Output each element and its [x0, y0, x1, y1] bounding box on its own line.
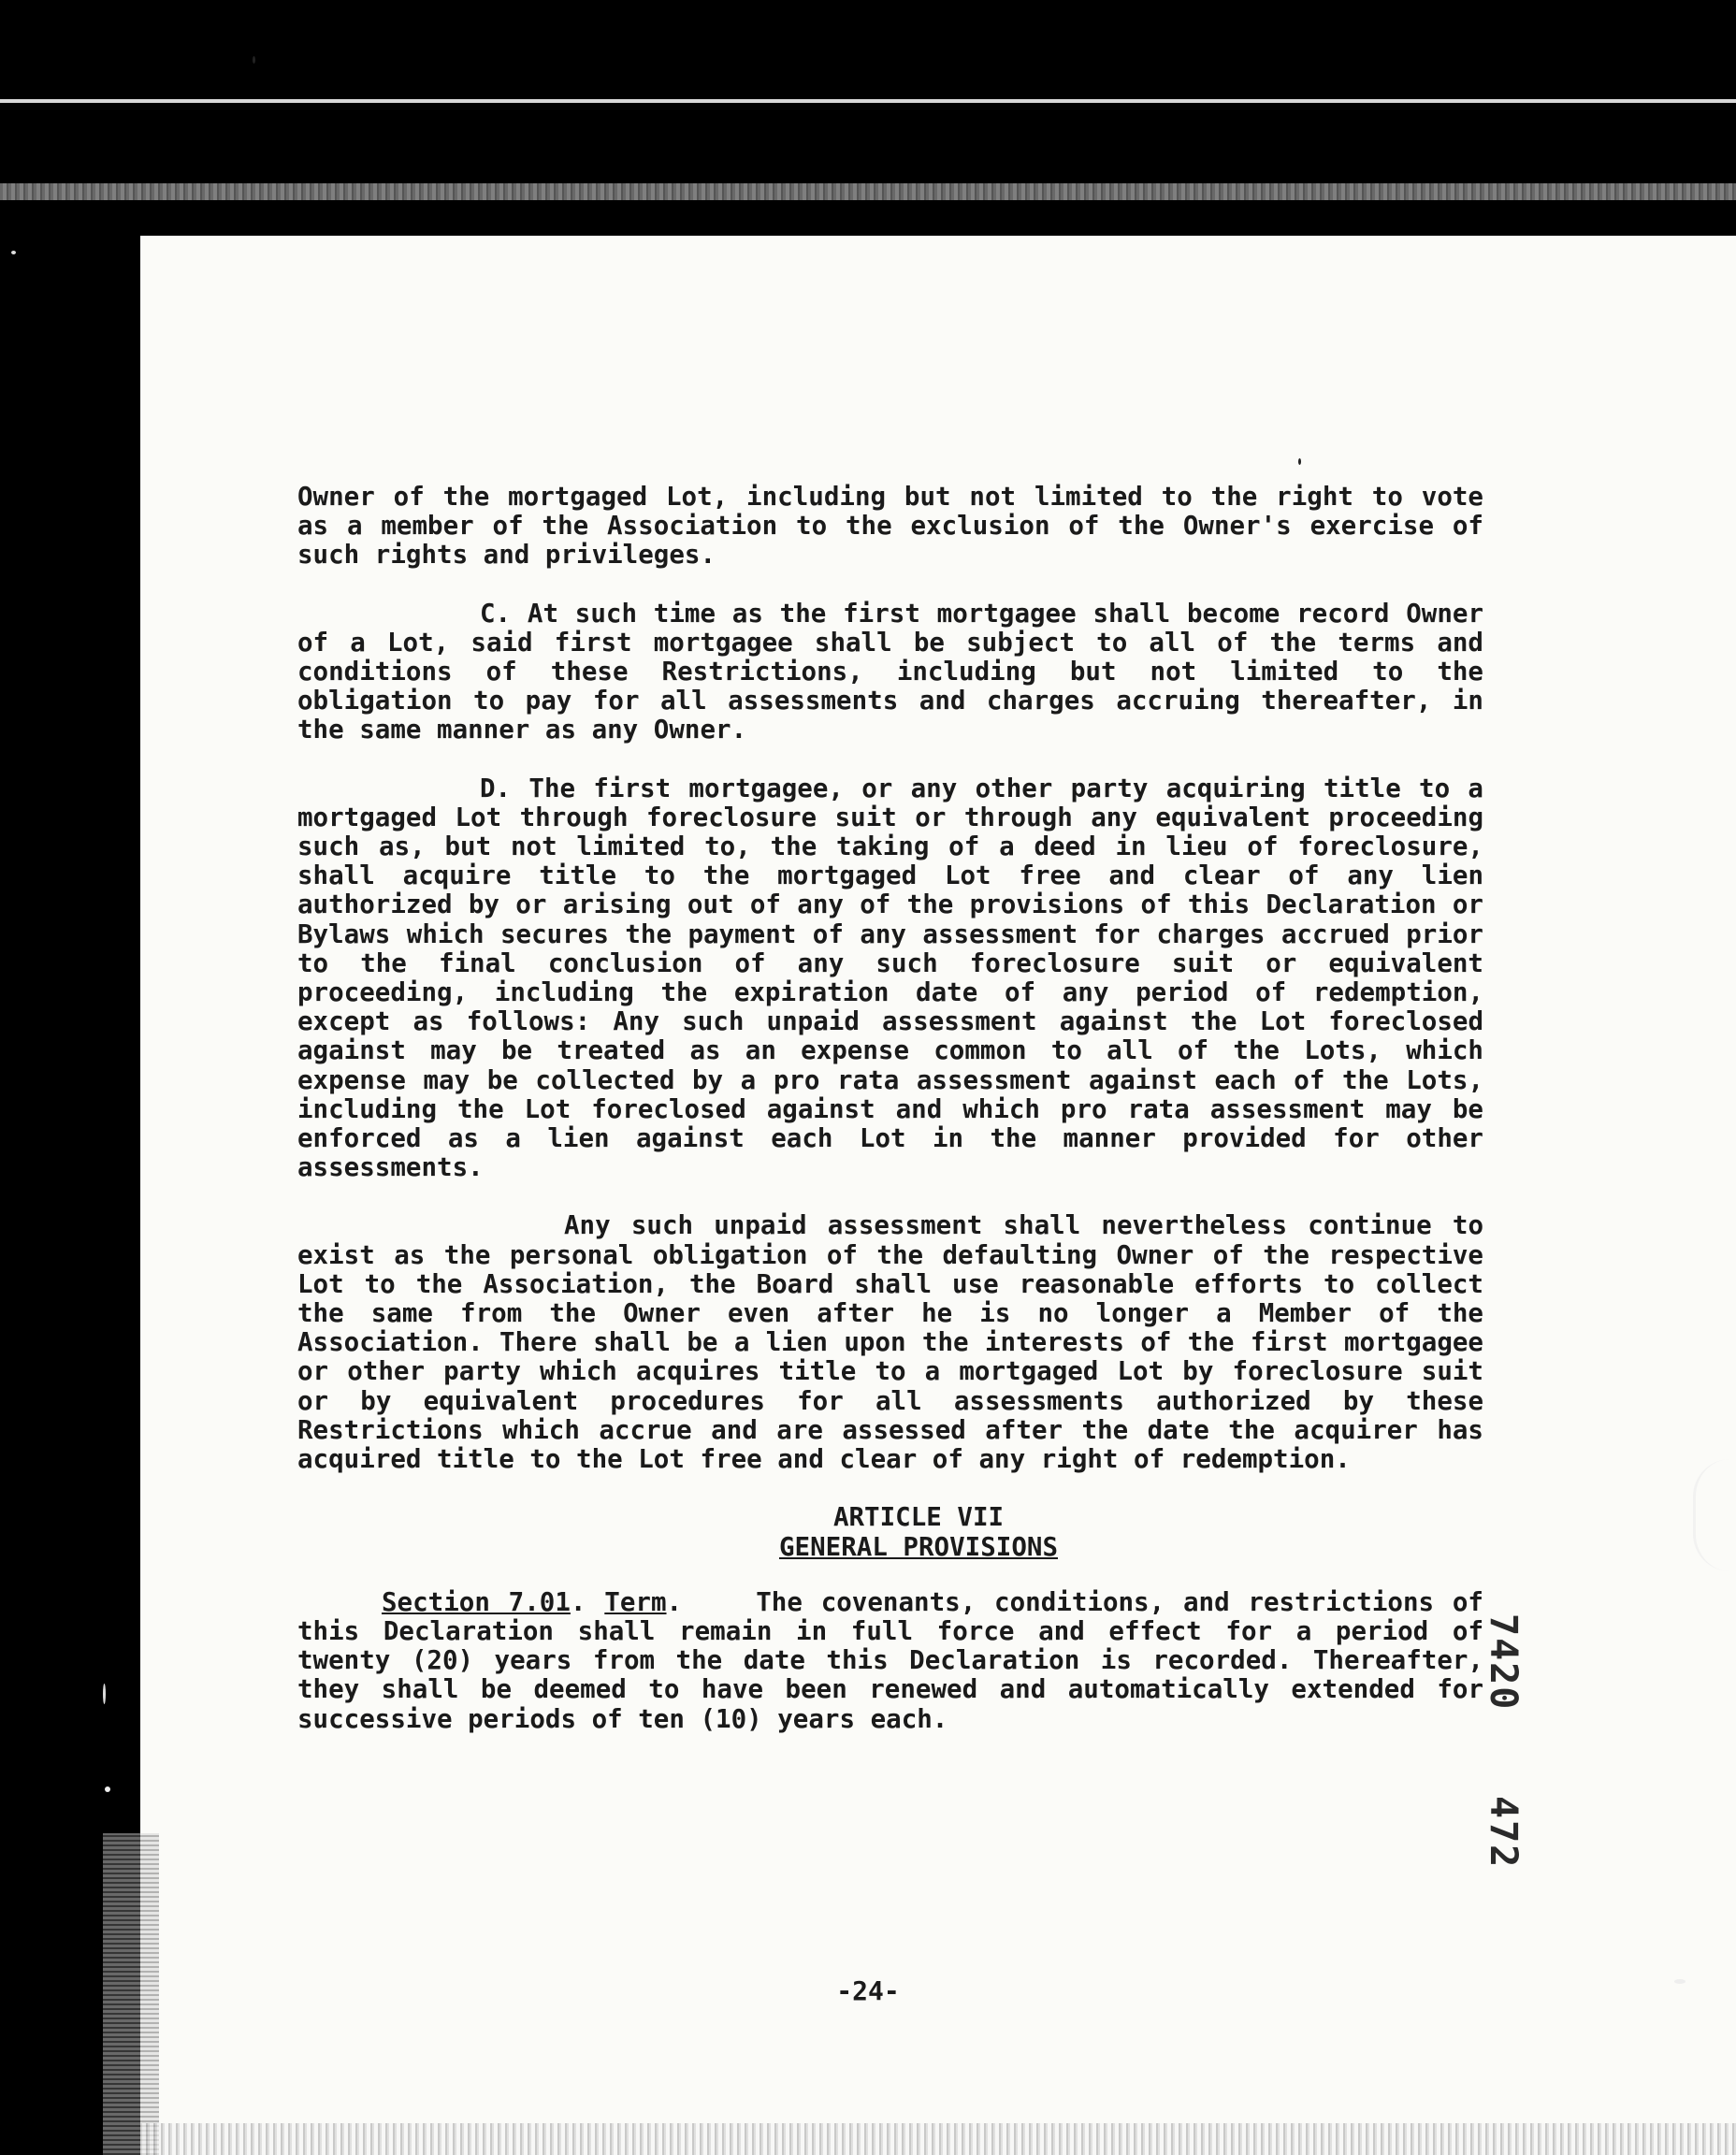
- section-7-01: Section 7.01. Term. The covenants, conditions, and restrictions of this Declaration shall remain in full force and effect for a period of twenty (20) years from the date this Declaration is recorded. Thereafter, they shall be deemed to have been renewed and automatically extended for successive periods of ten (10) years each.: [297, 1586, 1483, 1734]
- document-body: [297, 483, 1483, 1763]
- scan-bottom-noise: [140, 2123, 1736, 2155]
- scan-noise-strip: [0, 183, 1736, 200]
- scan-speck: [11, 251, 16, 254]
- scan-top-border: [0, 0, 1736, 99]
- scan-speck: [1298, 458, 1301, 465]
- scan-speck: [103, 1684, 106, 1704]
- scan-speck: [105, 1786, 110, 1792]
- margin-stamp-book: 7420: [1482, 1613, 1525, 1712]
- section-text: The covenants, conditions, and restrictions of this Declaration shall remain in full force and effect for a period of twenty (20) years from the date this Declaration is recorded. Thereafter, they shall be deemed to have been renewed and automatically extended for successive periods of ten (10) years each.: [297, 1586, 1483, 1734]
- article-title: GENERAL PROVISIONS: [778, 1531, 1058, 1562]
- paragraph-d: D. The first mortgagee, or any other party acquiring title to a mortgaged Lot through foreclosure suit or through any equivalent proceeding such as, but not limited to, the taking of a deed in lieu of foreclosure, shall acquire title to the mortgaged Lot free and clear of any lien authorized by or arising out of any of the provisions of this Declaration or Bylaws which secures the payment of any assessment for charges accrued prior to the final conclusion of any such foreclosure suit or equivalent proceeding, including the expiration date of any period of redemption, except as follows: Any such unpaid assessment against the Lot foreclosed against may be treated as an expense common to all of the Lots, which expense may be collected by a pro rata assessment against each of the Lots, including the Lot foreclosed against and which pro rata assessment may be enforced as a lien against each Lot in the manner provided for other assessments.: [297, 773, 1483, 1183]
- paragraph-unpaid-assessment: Any such unpaid assessment shall nevertheless continue to exist as the personal obligation of the defaulting Owner of the respective Lot to the Association, the Board shall use reasonable efforts to collect the same from the Owner even after he is no longer a Member of the Association. There shall be a lien upon the interests of the first mortgagee or other party which acquires title to a mortgaged Lot by foreclosure suit or by equivalent procedures for all assessments authorized by these Restrictions which accrue and are assessed after the date the acquirer has acquired title to the Lot free and clear of any right of redemption.: [297, 1210, 1483, 1475]
- page-number: -24-: [836, 1975, 900, 2006]
- scan-edge-mark: [1693, 1459, 1733, 1571]
- scan-top-rule: [0, 99, 1736, 103]
- paragraph-continuation: Owner of the mortgaged Lot, including but not limited to the right to vote as a member of the Association to the exclusion of the Owner's exercise of such rights and privileges.: [297, 482, 1483, 571]
- paragraph-c: C. At such time as the first mortgagee shall become record Owner of a Lot, said first mortgagee shall be subject to all of the terms and conditions of these Restrictions, including but not limited to the obligation to pay for all assessments and charges accruing thereafter, in the same manner as any Owner.: [297, 598, 1483, 745]
- section-label: Section 7.01: [382, 1586, 571, 1617]
- article-heading: ARTICLE VII: [832, 1502, 1005, 1533]
- scan-speck: [253, 56, 255, 64]
- margin-stamp-page: 472: [1482, 1796, 1525, 1870]
- section-title: Term: [604, 1586, 667, 1617]
